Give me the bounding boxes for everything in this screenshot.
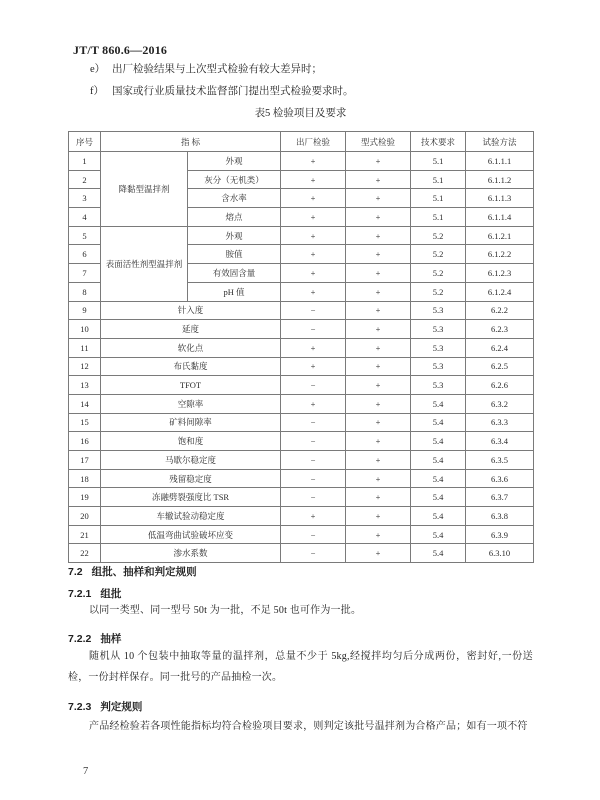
- section-number: 7.2.2: [68, 633, 92, 645]
- table-title: 表5 检验项目及要求: [254, 108, 347, 119]
- factory-inspection-cell: +: [281, 226, 346, 245]
- requirement-cell: 5.1: [411, 208, 466, 227]
- factory-inspection-cell: −: [281, 488, 346, 507]
- method-cell: 6.1.1.1: [466, 152, 534, 171]
- item-cell: 针入度: [101, 301, 281, 320]
- item-cell: 有效固含量: [188, 264, 281, 283]
- row-number-cell: 17: [69, 451, 101, 470]
- type-inspection-cell: +: [346, 507, 411, 526]
- type-inspection-cell: +: [346, 432, 411, 451]
- factory-inspection-cell: +: [281, 282, 346, 301]
- section-title: 组批、抽样和判定规则: [91, 566, 197, 578]
- row-number-cell: 22: [69, 544, 101, 563]
- method-cell: 6.2.2: [466, 301, 534, 320]
- list-item-label: e）: [90, 64, 106, 75]
- item-cell: 冻融劈裂强度比 TSR: [101, 488, 281, 507]
- factory-inspection-cell: +: [281, 507, 346, 526]
- table-row: [69, 488, 534, 507]
- item-cell: 饱和度: [101, 432, 281, 451]
- row-number-cell: 8: [69, 282, 101, 301]
- row-number-cell: 7: [69, 264, 101, 283]
- list-item-text: 国家或行业质量技术监督部门提出型式检验要求时。: [112, 86, 354, 97]
- type-inspection-cell: +: [346, 226, 411, 245]
- section-title: 抽样: [100, 633, 122, 645]
- factory-inspection-cell: −: [281, 301, 346, 320]
- requirement-cell: 5.2: [411, 282, 466, 301]
- list-item-text: 出厂检验结果与上次型式检验有较大差异时；: [112, 64, 322, 75]
- table-row: [69, 357, 534, 376]
- group-cell: 表面活性剂型温拌剂: [101, 226, 188, 301]
- requirement-cell: 5.2: [411, 264, 466, 283]
- paragraph-7-2-3: 产品经检验若各项性能指标均符合检验项目要求，则判定该批号温拌剂为合格产品；如有一项不符: [89, 721, 528, 732]
- item-cell: pH 值: [188, 282, 281, 301]
- item-cell: 外观: [188, 226, 281, 245]
- table-row: [69, 507, 534, 526]
- section-number: 7.2: [68, 566, 83, 578]
- item-cell: 含水率: [188, 189, 281, 208]
- requirement-cell: 5.4: [411, 413, 466, 432]
- table-header-row: [69, 132, 534, 152]
- requirement-cell: 5.1: [411, 170, 466, 189]
- row-number-cell: 2: [69, 170, 101, 189]
- method-cell: 6.3.4: [466, 432, 534, 451]
- item-cell: 布氏黏度: [101, 357, 281, 376]
- section-title: 判定规则: [100, 701, 143, 713]
- method-cell: 6.3.2: [466, 394, 534, 413]
- table-row: [69, 338, 534, 357]
- type-inspection-cell: +: [346, 544, 411, 563]
- type-inspection-cell: +: [346, 245, 411, 264]
- doc-number: JT/T 860.6—2016: [73, 43, 168, 57]
- section-number: 7.2.3: [68, 701, 92, 713]
- requirement-cell: 5.2: [411, 226, 466, 245]
- table-row: [69, 469, 534, 488]
- row-number-cell: 10: [69, 320, 101, 339]
- method-cell: 6.3.5: [466, 451, 534, 470]
- section-heading-7-2: [68, 564, 197, 579]
- type-inspection-cell: +: [346, 170, 411, 189]
- group-cell: 降黏型温拌剂: [101, 152, 188, 227]
- page-number: 7: [83, 766, 89, 777]
- item-cell: 灰分（无机类）: [188, 170, 281, 189]
- requirement-cell: 5.3: [411, 376, 466, 395]
- requirement-cell: 5.3: [411, 320, 466, 339]
- factory-inspection-cell: +: [281, 170, 346, 189]
- row-number-cell: 18: [69, 469, 101, 488]
- method-cell: 6.1.2.4: [466, 282, 534, 301]
- factory-inspection-cell: +: [281, 189, 346, 208]
- type-inspection-cell: +: [346, 338, 411, 357]
- requirement-cell: 5.4: [411, 525, 466, 544]
- table-row: [69, 226, 534, 245]
- row-number-cell: 5: [69, 226, 101, 245]
- paragraph-7-2-2: 随机从 10 个包装中抽取等量的温拌剂，总量不少于 5kg,经搅拌均匀后分成两份，密封好,一份送检，一份封样保存。同一批号的产品抽检一次。: [68, 651, 533, 683]
- requirement-cell: 5.4: [411, 451, 466, 470]
- requirement-cell: 5.1: [411, 189, 466, 208]
- row-number-cell: 21: [69, 525, 101, 544]
- factory-inspection-cell: +: [281, 245, 346, 264]
- factory-inspection-cell: −: [281, 432, 346, 451]
- paragraph-7-2-1: 以同一类型、同一型号 50t 为一批，不足 50t 也可作为一批。: [89, 605, 362, 616]
- factory-inspection-cell: +: [281, 152, 346, 171]
- row-number-cell: 1: [69, 152, 101, 171]
- type-inspection-cell: +: [346, 282, 411, 301]
- requirement-cell: 5.2: [411, 245, 466, 264]
- col-header-method: 试验方法: [466, 132, 534, 152]
- row-number-cell: 20: [69, 507, 101, 526]
- method-cell: 6.1.2.2: [466, 245, 534, 264]
- factory-inspection-cell: +: [281, 357, 346, 376]
- item-cell: 残留稳定度: [101, 469, 281, 488]
- type-inspection-cell: +: [346, 264, 411, 283]
- table-row: [69, 376, 534, 395]
- type-inspection-cell: +: [346, 488, 411, 507]
- method-cell: 6.1.1.3: [466, 189, 534, 208]
- row-number-cell: 9: [69, 301, 101, 320]
- list-item-e: [90, 61, 322, 76]
- table-row: [69, 432, 534, 451]
- section-title: 组批: [100, 588, 122, 600]
- type-inspection-cell: +: [346, 301, 411, 320]
- item-cell: 延度: [101, 320, 281, 339]
- requirement-cell: 5.4: [411, 507, 466, 526]
- factory-inspection-cell: −: [281, 469, 346, 488]
- factory-inspection-cell: −: [281, 413, 346, 432]
- method-cell: 6.1.2.3: [466, 264, 534, 283]
- method-cell: 6.1.1.4: [466, 208, 534, 227]
- item-cell: 车辙试验动稳定度: [101, 507, 281, 526]
- row-number-cell: 3: [69, 189, 101, 208]
- table-row: [69, 451, 534, 470]
- factory-inspection-cell: −: [281, 544, 346, 563]
- item-cell: 空隙率: [101, 394, 281, 413]
- method-cell: 6.3.8: [466, 507, 534, 526]
- table-row: [69, 525, 534, 544]
- table-body: [69, 152, 534, 563]
- method-cell: 6.1.2.1: [466, 226, 534, 245]
- type-inspection-cell: +: [346, 376, 411, 395]
- method-cell: 6.2.3: [466, 320, 534, 339]
- item-cell: 渗水系数: [101, 544, 281, 563]
- section-heading-7-2-2: [68, 631, 121, 646]
- col-header-type-inspection: 型式检验: [346, 132, 411, 152]
- type-inspection-cell: +: [346, 413, 411, 432]
- col-header-indicator: 指 标: [101, 132, 281, 152]
- factory-inspection-cell: −: [281, 320, 346, 339]
- row-number-cell: 19: [69, 488, 101, 507]
- type-inspection-cell: +: [346, 357, 411, 376]
- type-inspection-cell: +: [346, 394, 411, 413]
- item-cell: 外观: [188, 152, 281, 171]
- requirement-cell: 5.1: [411, 152, 466, 171]
- factory-inspection-cell: +: [281, 338, 346, 357]
- type-inspection-cell: +: [346, 208, 411, 227]
- requirement-cell: 5.3: [411, 357, 466, 376]
- type-inspection-cell: +: [346, 525, 411, 544]
- requirement-cell: 5.4: [411, 432, 466, 451]
- col-header-factory-inspection: 出厂检验: [281, 132, 346, 152]
- item-cell: 熔点: [188, 208, 281, 227]
- item-cell: 胺值: [188, 245, 281, 264]
- section-number: 7.2.1: [68, 588, 92, 600]
- table-row: [69, 413, 534, 432]
- requirement-cell: 5.4: [411, 394, 466, 413]
- method-cell: 6.1.1.2: [466, 170, 534, 189]
- table-row: [69, 320, 534, 339]
- factory-inspection-cell: −: [281, 376, 346, 395]
- item-cell: 软化点: [101, 338, 281, 357]
- table-row: [69, 301, 534, 320]
- item-cell: TFOT: [101, 376, 281, 395]
- row-number-cell: 11: [69, 338, 101, 357]
- section-heading-7-2-3: [68, 699, 142, 714]
- row-number-cell: 15: [69, 413, 101, 432]
- factory-inspection-cell: +: [281, 264, 346, 283]
- row-number-cell: 12: [69, 357, 101, 376]
- row-number-cell: 6: [69, 245, 101, 264]
- inspection-table: [68, 131, 534, 563]
- type-inspection-cell: +: [346, 152, 411, 171]
- type-inspection-cell: +: [346, 469, 411, 488]
- section-heading-7-2-1: [68, 586, 121, 601]
- table-row: [69, 152, 534, 171]
- row-number-cell: 13: [69, 376, 101, 395]
- method-cell: 6.2.6: [466, 376, 534, 395]
- col-header-requirement: 技术要求: [411, 132, 466, 152]
- requirement-cell: 5.4: [411, 488, 466, 507]
- type-inspection-cell: +: [346, 320, 411, 339]
- method-cell: 6.2.4: [466, 338, 534, 357]
- factory-inspection-cell: +: [281, 208, 346, 227]
- factory-inspection-cell: −: [281, 451, 346, 470]
- method-cell: 6.3.9: [466, 525, 534, 544]
- method-cell: 6.3.6: [466, 469, 534, 488]
- method-cell: 6.3.10: [466, 544, 534, 563]
- requirement-cell: 5.3: [411, 301, 466, 320]
- requirement-cell: 5.3: [411, 338, 466, 357]
- method-cell: 6.3.3: [466, 413, 534, 432]
- row-number-cell: 14: [69, 394, 101, 413]
- factory-inspection-cell: +: [281, 394, 346, 413]
- row-number-cell: 4: [69, 208, 101, 227]
- table-row: [69, 394, 534, 413]
- table-row: [69, 544, 534, 563]
- list-item-label: f）: [90, 86, 104, 97]
- requirement-cell: 5.4: [411, 544, 466, 563]
- list-item-f: [90, 83, 354, 98]
- method-cell: 6.2.5: [466, 357, 534, 376]
- item-cell: 低温弯曲试验破坏应变: [101, 525, 281, 544]
- col-header-no: 序号: [69, 132, 101, 152]
- type-inspection-cell: +: [346, 451, 411, 470]
- method-cell: 6.3.7: [466, 488, 534, 507]
- type-inspection-cell: +: [346, 189, 411, 208]
- factory-inspection-cell: −: [281, 525, 346, 544]
- requirement-cell: 5.4: [411, 469, 466, 488]
- item-cell: 马歇尔稳定度: [101, 451, 281, 470]
- item-cell: 矿料间隙率: [101, 413, 281, 432]
- row-number-cell: 16: [69, 432, 101, 451]
